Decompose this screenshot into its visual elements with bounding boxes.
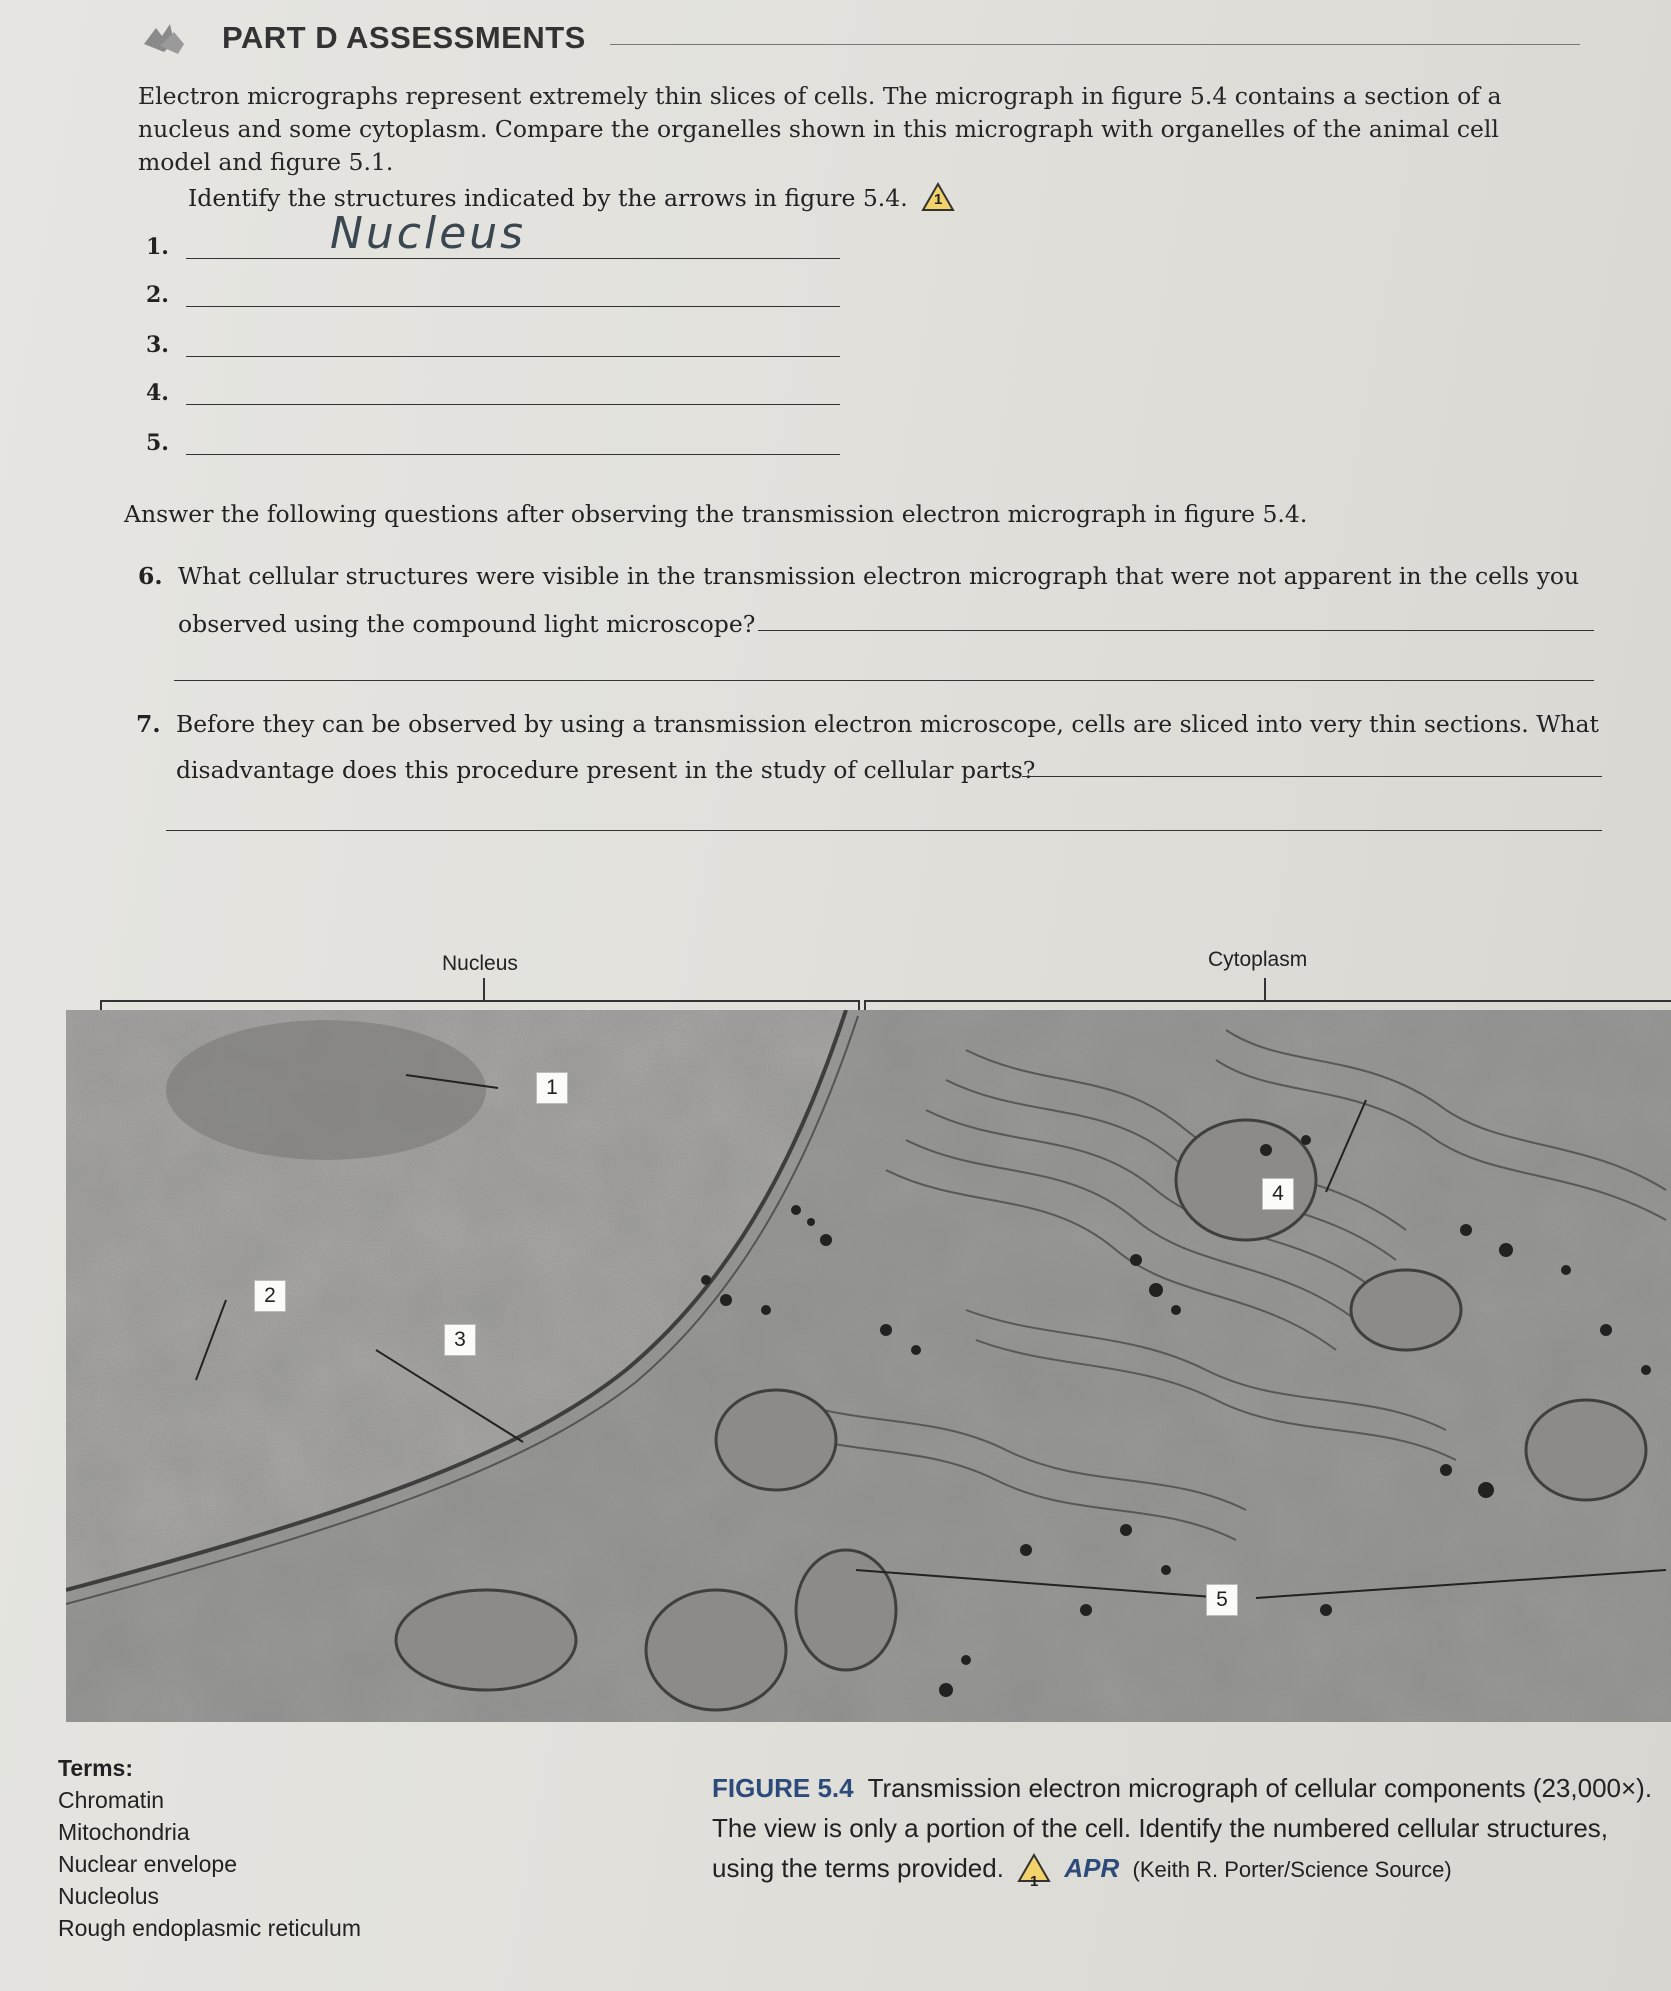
identify-text: Identify the structures indicated by the arrows in figure 5.4. [188, 184, 908, 212]
question-line-2: disadvantage does this procedure present in the study of cellular parts? [176, 756, 1036, 784]
term-item: Chromatin [58, 1787, 165, 1813]
handwritten-answer-1: Nucleus [330, 208, 527, 259]
cytoplasm-label: Cytoplasm [1208, 948, 1308, 971]
answer-line[interactable] [166, 830, 1602, 831]
question-number: 6. [138, 562, 163, 590]
callout-2: 2 [254, 1280, 286, 1312]
question-line-1: What cellular structures were visible in the transmission electron micrograph that were not apparent in the cells you [178, 562, 1580, 590]
term-item: Nuclear envelope [58, 1851, 238, 1877]
question-line-2: observed using the compound light microscope? [178, 610, 756, 638]
question-number: 7. [136, 710, 161, 738]
section-header [140, 18, 1580, 62]
answer-line[interactable] [1022, 776, 1602, 777]
answer-number: 1. [146, 234, 169, 260]
questions-intro: Answer the following questions after observing the transmission electron micrograph in figure 5.4. [124, 500, 1308, 528]
caution-icon [1017, 1853, 1051, 1890]
caution-icon [921, 182, 955, 212]
photo-credit: (Keith R. Porter/Science Source) [1132, 1857, 1452, 1882]
callout-3: 3 [444, 1324, 476, 1356]
apr-badge[interactable]: APR [1064, 1853, 1120, 1883]
answer-number: 4. [146, 380, 169, 406]
term-item: Mitochondria [58, 1819, 190, 1845]
answer-row-5[interactable] [140, 424, 840, 464]
answer-line[interactable] [186, 356, 840, 357]
answer-row-4[interactable] [140, 374, 840, 414]
answer-number: 3. [146, 332, 169, 358]
caption-text: Transmission electron micrograph of cellular components (23,000×). The view is only a portion of the cell. Identify the numbered cellular structures, using the terms provided. [712, 1773, 1653, 1883]
callout-4: 4 [1262, 1178, 1294, 1210]
answer-number: 2. [146, 282, 169, 308]
electron-micrograph [66, 1010, 1671, 1722]
caution-number: 1 [1030, 1873, 1039, 1890]
cytoplasm-bracket-tick [1264, 978, 1266, 1000]
question-7 [136, 700, 1626, 840]
nucleus-bracket-tick [483, 978, 485, 1000]
term-item: Nucleolus [58, 1883, 159, 1909]
assessment-logo-icon [140, 22, 210, 56]
terms-list [58, 1752, 361, 1944]
caution-number: 1 [934, 191, 943, 208]
answer-row-3[interactable] [140, 326, 840, 366]
section-title: PART D ASSESSMENTS [222, 20, 586, 55]
term-item: Rough endoplasmic reticulum [58, 1915, 361, 1941]
nucleus-label: Nucleus [442, 952, 518, 975]
identify-instruction [188, 182, 955, 212]
answer-line[interactable] [186, 404, 840, 405]
header-rule [610, 44, 1580, 45]
answer-line[interactable] [186, 306, 840, 307]
answer-line[interactable] [174, 680, 1594, 681]
callout-1: 1 [536, 1072, 568, 1104]
callout-5: 5 [1206, 1584, 1238, 1616]
terms-heading: Terms: [58, 1755, 133, 1781]
intro-paragraph: Electron micrographs represent extremely thin slices of cells. The micrograph in figure 5.4 contains a section of a nucleus and some cytoplasm. Compare the organelles shown in this micrograph with organelles of the animal cell model and figure 5.1. [138, 82, 1502, 176]
figure-label: FIGURE 5.4 [712, 1773, 854, 1803]
answer-line[interactable] [758, 630, 1594, 631]
figure-caption [712, 1768, 1671, 1890]
question-6 [138, 552, 1618, 682]
micrograph-image [66, 1010, 1671, 1722]
question-line-1: Before they can be observed by using a transmission electron microscope, cells are sliced into very thin sections. What [176, 710, 1599, 738]
answer-row-2[interactable] [140, 276, 840, 316]
answer-line[interactable] [186, 454, 840, 455]
answer-number: 5. [146, 430, 169, 456]
